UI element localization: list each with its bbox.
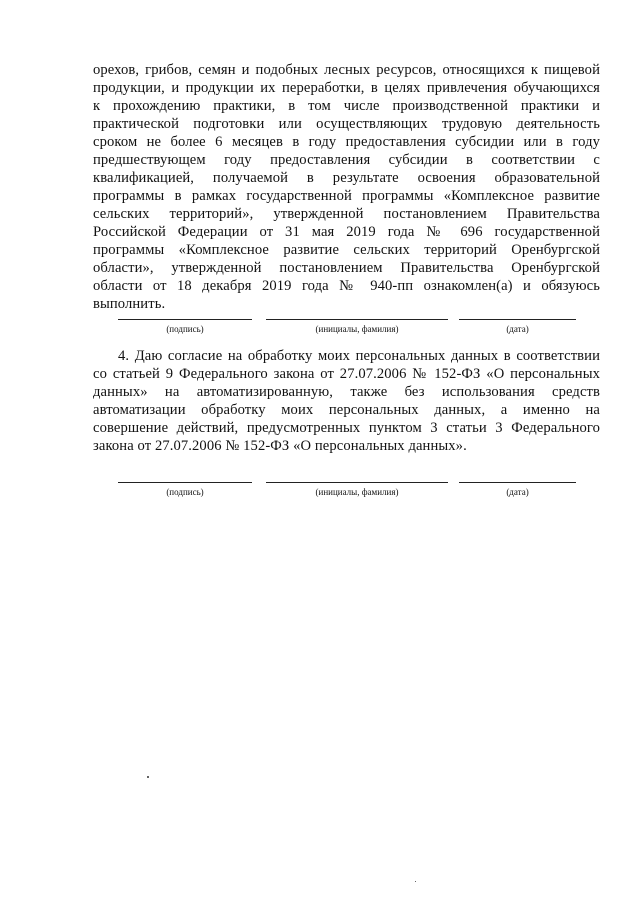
text-line: сроком не более 6 месяцев в году предоставления субсидии или в году	[93, 134, 600, 150]
scan-speck	[415, 881, 416, 882]
scan-speck	[147, 776, 149, 778]
text-line: автоматизации обработку моих персональных данных, а именно на	[93, 402, 600, 418]
name-line	[266, 482, 448, 483]
text-line: данных» на автоматизированную, также без использования средств	[93, 384, 600, 400]
text-line: 4. Даю согласие на обработку моих персональных данных в соответствии	[118, 348, 600, 364]
text-line: со статьей 9 Федерального закона от 27.07.2006 № 152-ФЗ «О персональных	[93, 366, 600, 382]
text-line: Российской Федерации от 31 мая 2019 года № 696 государственной	[93, 224, 600, 240]
signature-caption: (подпись)	[166, 487, 204, 497]
name-line	[266, 319, 448, 320]
text-line: к прохождению практики, в том числе производственной практики и	[93, 98, 600, 114]
text-line: орехов, грибов, семян и подобных лесных ресурсов, относящихся к пищевой	[93, 62, 600, 78]
date-line	[459, 482, 576, 483]
text-line: совершение действий, предусмотренных пунктом 3 статьи 3 Федерального	[93, 420, 600, 436]
text-line: квалификацией, получаемой в результате освоения образовательной	[93, 170, 600, 186]
text-line: выполнить.	[93, 296, 166, 312]
text-line: предшествующем году предоставления субсидии в соответствии с	[93, 152, 600, 168]
signature-line	[118, 482, 252, 483]
text-line: программы в рамках государственной программы «Комплексное развитие	[93, 188, 600, 204]
text-line: продукции, и продукции их переработки, в целях привлечения обучающихся	[93, 80, 600, 96]
signature-caption: (подпись)	[166, 324, 204, 334]
text-line: области», утвержденной постановлением Правительства Оренбургской	[93, 260, 600, 276]
text-line: практической подготовки или осуществляющих трудовую деятельность	[93, 116, 600, 132]
date-line	[459, 319, 576, 320]
text-line: сельских территорий», утвержденной постановлением Правительства	[93, 206, 600, 222]
text-line: области от 18 декабря 2019 года № 940-пп ознакомлен(а) и обязуюсь	[93, 278, 600, 294]
text-line: программы «Комплексное развитие сельских территорий Оренбургской	[93, 242, 600, 258]
name-caption: (инициалы, фамилия)	[315, 487, 399, 497]
signature-line	[118, 319, 252, 320]
signature-block-2	[0, 482, 639, 512]
signature-block-1	[0, 319, 639, 349]
date-caption: (дата)	[506, 324, 529, 334]
name-caption: (инициалы, фамилия)	[315, 324, 399, 334]
date-caption: (дата)	[506, 487, 529, 497]
text-line: закона от 27.07.2006 № 152-ФЗ «О персональных данных».	[93, 438, 467, 454]
